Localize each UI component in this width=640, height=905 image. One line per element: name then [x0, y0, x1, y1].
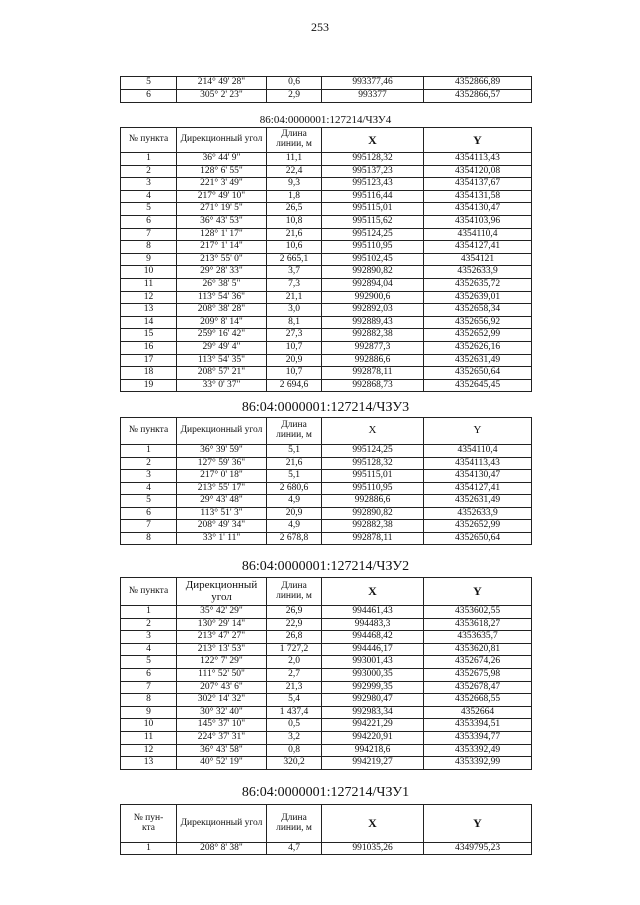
table-row	[121, 203, 532, 216]
table-row	[121, 694, 532, 707]
cell-bearing: 208° 38' 28"	[177, 304, 267, 317]
cell-bearing: 221° 3' 49"	[177, 178, 267, 191]
cell-bearing: 213° 55' 17"	[177, 482, 267, 495]
cell-point-number: 3	[121, 178, 177, 191]
cell-bearing: 26° 38' 5"	[177, 278, 267, 291]
cell-point-number: 7	[121, 681, 177, 694]
cell-x: 992889,43	[322, 316, 424, 329]
table-row	[121, 470, 532, 483]
cell-length: 3,7	[267, 266, 322, 279]
cell-length: 0,5	[267, 719, 322, 732]
table-row	[121, 77, 532, 90]
cell-length: 0,8	[267, 744, 322, 757]
table-row	[121, 668, 532, 681]
cell-bearing: 217° 1' 14"	[177, 241, 267, 254]
cell-point-number: 6	[121, 215, 177, 228]
cell-x: 991035,26	[322, 843, 424, 855]
cell-length: 8,1	[267, 316, 322, 329]
cell-point-number: 4	[121, 643, 177, 656]
table-chzu4	[120, 127, 532, 392]
header-length: Длина линии, м	[267, 805, 322, 843]
table-row	[121, 520, 532, 533]
cell-x: 993377	[322, 90, 424, 103]
cell-length: 26,9	[267, 606, 322, 619]
cell-bearing: 128° 1' 17"	[177, 228, 267, 241]
cell-bearing: 36° 43' 53"	[177, 215, 267, 228]
cell-x: 992886,6	[322, 354, 424, 367]
table-row	[121, 681, 532, 694]
cell-point-number: 14	[121, 316, 177, 329]
table-row	[121, 291, 532, 304]
cell-bearing: 207° 43' 6"	[177, 681, 267, 694]
cell-y: 4353392,49	[424, 744, 532, 757]
header-length: Длина линии, м	[267, 128, 322, 153]
table-row	[121, 457, 532, 470]
cell-point-number: 6	[121, 507, 177, 520]
cell-y: 4352668,55	[424, 694, 532, 707]
table-row	[121, 241, 532, 254]
cell-y: 4352631,49	[424, 495, 532, 508]
cell-y: 4352678,47	[424, 681, 532, 694]
cell-point-number: 10	[121, 266, 177, 279]
table-row	[121, 379, 532, 392]
header-y: Y	[424, 578, 532, 606]
cell-length: 10,7	[267, 367, 322, 380]
cell-x: 994483,3	[322, 618, 424, 631]
table-row	[121, 618, 532, 631]
cell-x: 994446,17	[322, 643, 424, 656]
cell-x: 995128,32	[322, 457, 424, 470]
cell-y: 4352633,9	[424, 266, 532, 279]
header-bearing: Дирекционный угол	[177, 805, 267, 843]
cell-y: 4352650,64	[424, 367, 532, 380]
cell-bearing: 113° 54' 35"	[177, 354, 267, 367]
cell-length: 5,1	[267, 445, 322, 458]
cell-length: 21,1	[267, 291, 322, 304]
cell-y: 4352652,99	[424, 329, 532, 342]
table-row	[121, 153, 532, 166]
table-row	[121, 757, 532, 770]
cell-length: 27,3	[267, 329, 322, 342]
cell-bearing: 128° 6' 55"	[177, 165, 267, 178]
table-row	[121, 507, 532, 520]
cell-point-number: 3	[121, 470, 177, 483]
header-bearing: Дирекционный угол	[177, 128, 267, 153]
cell-y: 4354110,4	[424, 228, 532, 241]
cell-point-number: 19	[121, 379, 177, 392]
cell-point-number: 5	[121, 77, 177, 90]
header-bearing: Дирекционный угол	[177, 578, 267, 606]
table-row	[121, 367, 532, 380]
cell-length: 20,9	[267, 507, 322, 520]
cell-bearing: 208° 8' 38"	[177, 843, 267, 855]
cell-x: 993001,43	[322, 656, 424, 669]
cell-length: 4,7	[267, 843, 322, 855]
table-row	[121, 329, 532, 342]
cell-y: 4354130,47	[424, 203, 532, 216]
cell-y: 4353635,7	[424, 631, 532, 644]
table-row	[121, 266, 532, 279]
cell-y: 4352633,9	[424, 507, 532, 520]
table-chzu3	[120, 417, 532, 545]
cell-y: 4354113,43	[424, 457, 532, 470]
cell-x: 995110,95	[322, 482, 424, 495]
cell-bearing: 29° 43' 48"	[177, 495, 267, 508]
cell-bearing: 36° 44' 9"	[177, 153, 267, 166]
cell-length: 10,8	[267, 215, 322, 228]
table-row	[121, 253, 532, 266]
cell-point-number: 8	[121, 694, 177, 707]
cell-length: 9,3	[267, 178, 322, 191]
cell-x: 992980,47	[322, 694, 424, 707]
cell-x: 992878,11	[322, 532, 424, 545]
cell-y: 4352664	[424, 706, 532, 719]
cell-x: 995123,43	[322, 178, 424, 191]
cell-point-number: 3	[121, 631, 177, 644]
cell-bearing: 113° 54' 36"	[177, 291, 267, 304]
cell-x: 992878,11	[322, 367, 424, 380]
cell-x: 995115,62	[322, 215, 424, 228]
cell-bearing: 127° 59' 36"	[177, 457, 267, 470]
cell-point-number: 11	[121, 731, 177, 744]
cell-point-number: 1	[121, 445, 177, 458]
cell-x: 992886,6	[322, 495, 424, 508]
cell-point-number: 15	[121, 329, 177, 342]
cell-bearing: 122° 7' 29"	[177, 656, 267, 669]
cell-y: 4354121	[424, 253, 532, 266]
cell-length: 11,1	[267, 153, 322, 166]
cell-length: 1 437,4	[267, 706, 322, 719]
cell-x: 992999,35	[322, 681, 424, 694]
cell-x: 994219,27	[322, 757, 424, 770]
cell-x: 995115,01	[322, 203, 424, 216]
cell-bearing: 213° 55' 0"	[177, 253, 267, 266]
cell-point-number: 5	[121, 203, 177, 216]
cell-x: 995115,01	[322, 470, 424, 483]
cell-bearing: 271° 19' 5"	[177, 203, 267, 216]
table-chzu1	[120, 804, 532, 855]
cell-bearing: 217° 0' 18"	[177, 470, 267, 483]
cell-x: 992894,04	[322, 278, 424, 291]
cell-bearing: 130° 29' 14"	[177, 618, 267, 631]
cell-point-number: 18	[121, 367, 177, 380]
cell-point-number: 13	[121, 304, 177, 317]
cell-length: 21,6	[267, 228, 322, 241]
table-row	[121, 532, 532, 545]
cell-bearing: 36° 43' 58"	[177, 744, 267, 757]
cell-point-number: 9	[121, 706, 177, 719]
cell-x: 994221,29	[322, 719, 424, 732]
cell-length: 22,9	[267, 618, 322, 631]
header-x: X	[322, 128, 424, 153]
cell-length: 1,8	[267, 190, 322, 203]
cell-y: 4352639,01	[424, 291, 532, 304]
header-y: Y	[424, 418, 532, 445]
cell-y: 4353392,99	[424, 757, 532, 770]
cell-x: 992868,73	[322, 379, 424, 392]
cell-x: 994468,42	[322, 631, 424, 644]
cell-length: 21,6	[267, 457, 322, 470]
table-row	[121, 278, 532, 291]
cell-length: 5,1	[267, 470, 322, 483]
cell-y: 4352866,57	[424, 90, 532, 103]
table-chzu2	[120, 577, 532, 770]
cell-y: 4353602,55	[424, 606, 532, 619]
cell-bearing: 29° 49' 4"	[177, 341, 267, 354]
cell-y: 4353618,27	[424, 618, 532, 631]
cell-bearing: 259° 16' 42"	[177, 329, 267, 342]
header-point-number: № пункта	[121, 128, 177, 153]
cell-x: 994220,91	[322, 731, 424, 744]
cell-length: 5,4	[267, 694, 322, 707]
cell-y: 4352866,89	[424, 77, 532, 90]
cell-x: 995128,32	[322, 153, 424, 166]
header-x: X	[322, 805, 424, 843]
table-caption-chzu4: 86:04:0000001:127214/ЧЗУ4	[259, 114, 392, 126]
cell-y: 4353394,51	[424, 719, 532, 732]
cell-x: 992983,34	[322, 706, 424, 719]
cell-point-number: 13	[121, 757, 177, 770]
cell-y: 4354127,41	[424, 482, 532, 495]
cell-length: 2,9	[267, 90, 322, 103]
cell-point-number: 1	[121, 606, 177, 619]
cell-length: 21,3	[267, 681, 322, 694]
header-y: Y	[424, 128, 532, 153]
cell-bearing: 214° 49' 28"	[177, 77, 267, 90]
cell-length: 2 694,6	[267, 379, 322, 392]
cell-bearing: 213° 47' 27"	[177, 631, 267, 644]
table-row	[121, 631, 532, 644]
cell-length: 320,2	[267, 757, 322, 770]
cell-x: 992890,82	[322, 266, 424, 279]
table-row	[121, 228, 532, 241]
cell-bearing: 113° 51' 3"	[177, 507, 267, 520]
cell-y: 4352675,98	[424, 668, 532, 681]
cell-point-number: 11	[121, 278, 177, 291]
cell-point-number: 17	[121, 354, 177, 367]
cell-x: 994218,6	[322, 744, 424, 757]
cell-length: 26,5	[267, 203, 322, 216]
table-row	[121, 744, 532, 757]
cell-point-number: 12	[121, 744, 177, 757]
cell-bearing: 35° 42' 29"	[177, 606, 267, 619]
cell-y: 4352635,72	[424, 278, 532, 291]
cell-length: 2,7	[267, 668, 322, 681]
table-row	[121, 843, 532, 855]
cell-length: 4,9	[267, 520, 322, 533]
page-number: 253	[311, 20, 329, 34]
table-row	[121, 706, 532, 719]
table-caption-chzu2: 86:04:0000001:127214/ЧЗУ2	[241, 559, 410, 574]
cell-length: 1 727,2	[267, 643, 322, 656]
cell-point-number: 2	[121, 457, 177, 470]
cell-length: 0,6	[267, 77, 322, 90]
cell-bearing: 305° 2' 23"	[177, 90, 267, 103]
cell-length: 2 678,8	[267, 532, 322, 545]
cell-y: 4354110,4	[424, 445, 532, 458]
cell-x: 992900,6	[322, 291, 424, 304]
cell-point-number: 7	[121, 228, 177, 241]
table-continuation	[120, 76, 532, 103]
cell-bearing: 111° 52' 50"	[177, 668, 267, 681]
cell-y: 4352645,45	[424, 379, 532, 392]
table-row	[121, 215, 532, 228]
cell-point-number: 12	[121, 291, 177, 304]
cell-length: 22,4	[267, 165, 322, 178]
cell-y: 4354113,43	[424, 153, 532, 166]
cell-y: 4354137,67	[424, 178, 532, 191]
cell-y: 4352658,34	[424, 304, 532, 317]
cell-x: 995102,45	[322, 253, 424, 266]
cell-bearing: 208° 57' 21"	[177, 367, 267, 380]
cell-bearing: 33° 1' 11"	[177, 532, 267, 545]
cell-y: 4352626,16	[424, 341, 532, 354]
cell-x: 992892,03	[322, 304, 424, 317]
cell-x: 992882,38	[322, 329, 424, 342]
cell-y: 4354130,47	[424, 470, 532, 483]
cell-point-number: 6	[121, 90, 177, 103]
cell-length: 4,9	[267, 495, 322, 508]
cell-length: 26,8	[267, 631, 322, 644]
cell-point-number: 1	[121, 153, 177, 166]
cell-bearing: 213° 13' 53"	[177, 643, 267, 656]
cell-length: 2 680,6	[267, 482, 322, 495]
cell-y: 4352674,26	[424, 656, 532, 669]
cell-point-number: 2	[121, 618, 177, 631]
cell-x: 993000,35	[322, 668, 424, 681]
header-point-number: № пун-кта	[121, 805, 177, 843]
table-row	[121, 656, 532, 669]
cell-y: 4353394,77	[424, 731, 532, 744]
table-row	[121, 719, 532, 732]
table-row	[121, 495, 532, 508]
cell-length: 2 665,1	[267, 253, 322, 266]
cell-point-number: 9	[121, 253, 177, 266]
cell-bearing: 40° 52' 19"	[177, 757, 267, 770]
cell-length: 10,6	[267, 241, 322, 254]
cell-y: 4354127,41	[424, 241, 532, 254]
cell-point-number: 6	[121, 668, 177, 681]
table-row	[121, 606, 532, 619]
table-row	[121, 304, 532, 317]
header-bearing: Дирекционный угол	[177, 418, 267, 445]
cell-bearing: 30° 32' 40"	[177, 706, 267, 719]
cell-point-number: 8	[121, 241, 177, 254]
table-row	[121, 731, 532, 744]
table-caption-chzu1: 86:04:0000001:127214/ЧЗУ1	[241, 785, 410, 800]
header-y: Y	[424, 805, 532, 843]
cell-length: 20,9	[267, 354, 322, 367]
header-length: Длина линии, м	[267, 578, 322, 606]
cell-x: 994461,43	[322, 606, 424, 619]
cell-y: 4349795,23	[424, 843, 532, 855]
cell-length: 10,7	[267, 341, 322, 354]
cell-x: 992890,82	[322, 507, 424, 520]
cell-y: 4352650,64	[424, 532, 532, 545]
cell-y: 4354103,96	[424, 215, 532, 228]
cell-length: 3,0	[267, 304, 322, 317]
cell-x: 995124,25	[322, 445, 424, 458]
cell-point-number: 8	[121, 532, 177, 545]
table-row	[121, 445, 532, 458]
cell-bearing: 224° 37' 31"	[177, 731, 267, 744]
cell-x: 993377,46	[322, 77, 424, 90]
cell-x: 995110,95	[322, 241, 424, 254]
cell-bearing: 217° 49' 10"	[177, 190, 267, 203]
table-row	[121, 316, 532, 329]
cell-point-number: 10	[121, 719, 177, 732]
cell-y: 4354131,58	[424, 190, 532, 203]
cell-bearing: 36° 39' 59"	[177, 445, 267, 458]
cell-y: 4352652,99	[424, 520, 532, 533]
cell-bearing: 29° 28' 33"	[177, 266, 267, 279]
cell-point-number: 7	[121, 520, 177, 533]
cell-point-number: 5	[121, 656, 177, 669]
cell-length: 7,3	[267, 278, 322, 291]
table-row	[121, 178, 532, 191]
table-row	[121, 482, 532, 495]
cell-bearing: 302° 14' 32"	[177, 694, 267, 707]
table-row	[121, 341, 532, 354]
cell-length: 3,2	[267, 731, 322, 744]
cell-y: 4353620,81	[424, 643, 532, 656]
table-row	[121, 90, 532, 103]
cell-x: 995137,23	[322, 165, 424, 178]
cell-point-number: 1	[121, 843, 177, 855]
cell-point-number: 5	[121, 495, 177, 508]
table-row	[121, 190, 532, 203]
cell-point-number: 2	[121, 165, 177, 178]
header-point-number: № пункта	[121, 418, 177, 445]
cell-y: 4352656,92	[424, 316, 532, 329]
cell-point-number: 4	[121, 482, 177, 495]
cell-y: 4352631,49	[424, 354, 532, 367]
cell-x: 992877,3	[322, 341, 424, 354]
table-caption-chzu3: 86:04:0000001:127214/ЧЗУ3	[241, 400, 410, 415]
cell-y: 4354120,08	[424, 165, 532, 178]
header-point-number: № пункта	[121, 578, 177, 606]
table-row	[121, 354, 532, 367]
cell-x: 995116,44	[322, 190, 424, 203]
header-x: X	[322, 578, 424, 606]
cell-length: 2,0	[267, 656, 322, 669]
cell-point-number: 16	[121, 341, 177, 354]
cell-point-number: 4	[121, 190, 177, 203]
cell-bearing: 145° 37' 10"	[177, 719, 267, 732]
header-length: Длина линии, м	[267, 418, 322, 445]
header-x: X	[322, 418, 424, 445]
table-row	[121, 643, 532, 656]
cell-bearing: 209° 8' 14"	[177, 316, 267, 329]
cell-bearing: 33° 0' 37"	[177, 379, 267, 392]
cell-x: 995124,25	[322, 228, 424, 241]
cell-bearing: 208° 49' 34"	[177, 520, 267, 533]
cell-x: 992882,38	[322, 520, 424, 533]
table-row	[121, 165, 532, 178]
